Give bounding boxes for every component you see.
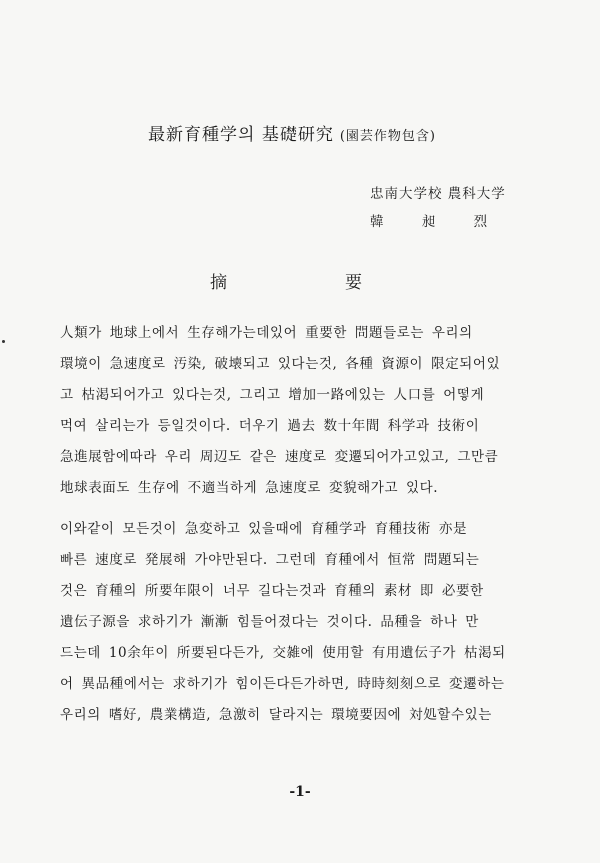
text-line: 드는데 10余年이 所要된다든가, 交雑에 使用할 有用遺伝子가 枯渇되 xyxy=(60,645,506,661)
paragraph-1 xyxy=(60,318,530,504)
text-line: 빠른 速度로 発展해 가야만된다. 그런데 育種에서 恒常 問題되는 xyxy=(60,552,480,568)
text-line: 遺伝子源을 求하기가 漸漸 힘들어졌다는 것이다. 品種을 하나 만 xyxy=(60,614,479,630)
abstract-heading-char-2: 要 xyxy=(345,273,362,293)
title-main: 最新育種学의 基礎研究 xyxy=(148,125,334,145)
text-line: 急進展함에따라 우리 周辺도 같은 速度로 変遷되어가고있고, 그만큼 xyxy=(60,449,499,465)
text-line: 人類가 地球上에서 生存해가는데있어 重要한 問題들로는 우리의 xyxy=(60,325,473,341)
text-line: 우리의 嗜好, 農業構造, 急激히 달라지는 環境要因에 対処할수있는 xyxy=(60,707,492,723)
text-line: 고 枯渇되어가고 있다는것, 그리고 增加一路에있는 人口를 어떻게 xyxy=(60,387,485,403)
paper-title xyxy=(148,120,560,145)
text-line: 것은 育種의 所要年限이 너무 길다는것과 育種의 素材 即 必要한 xyxy=(60,583,484,599)
text-line: 먹여 살리는가 등일것이다. 더우기 過去 数十年間 科学과 技術이 xyxy=(60,418,480,434)
scan-speck xyxy=(2,340,5,343)
abstract-body xyxy=(60,318,530,731)
text-line: 어 異品種에서는 求하기가 힘이든다든가하면, 時時刻刻으로 変遷하는 xyxy=(60,676,505,692)
paragraph-2 xyxy=(60,514,530,731)
abstract-heading-char-1: 摘 xyxy=(210,273,227,293)
text-line: 이와같이 모든것이 急変하고 있을때에 育種学과 育種技術 亦是 xyxy=(60,521,468,537)
title-subtitle: (園芸作物包含) xyxy=(339,129,436,144)
text-line: 環境이 急速度로 汚染, 破壊되고 있다는것, 各種 資源이 限定되어있 xyxy=(60,356,501,372)
author-name: 韓 昶 烈 xyxy=(370,214,490,230)
text-line: 地球表面도 生存에 不適当하게 急速度로 変貌해가고 있다. xyxy=(60,480,439,496)
page-number: -1- xyxy=(289,784,311,800)
author-affiliation: 忠南大学校 農科大学 xyxy=(370,186,506,202)
